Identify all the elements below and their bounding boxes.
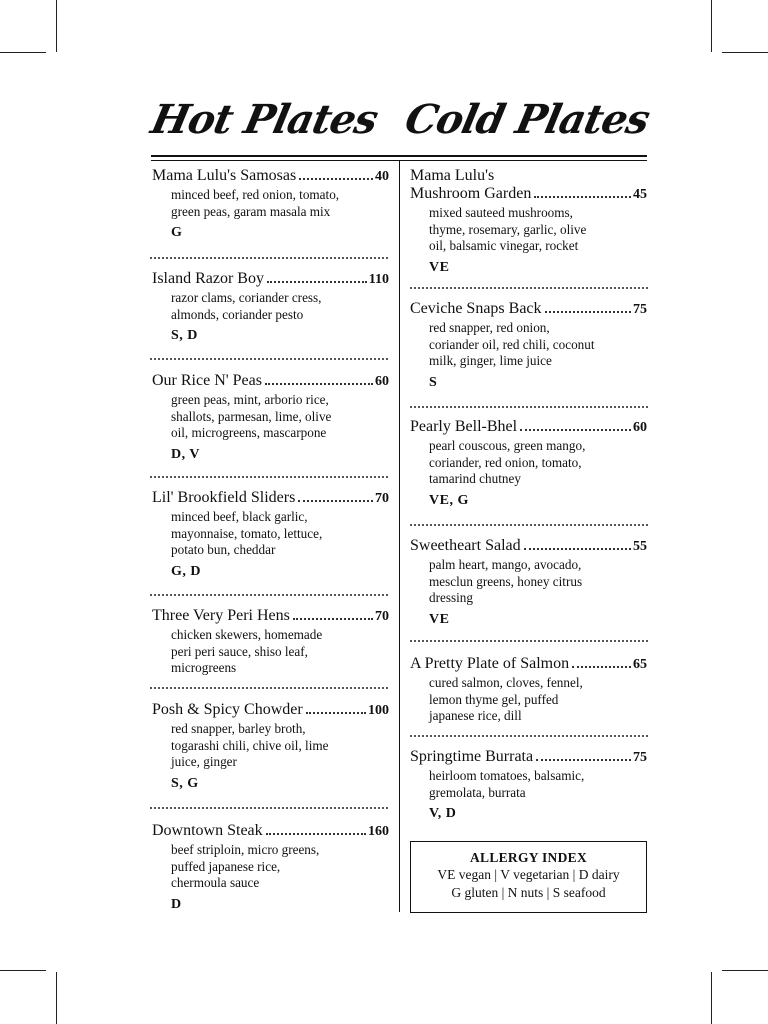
menu-item-price: 65 [633, 657, 647, 672]
description-line: red snapper, barley broth, [171, 721, 306, 736]
hot-plates-title: Hot Plates [147, 96, 382, 143]
dot-leader [266, 833, 366, 835]
menu-item [410, 418, 647, 509]
dotted-separator [150, 476, 388, 478]
menu-item-description [171, 509, 389, 559]
dotted-separator [150, 807, 388, 809]
menu-item-price: 110 [368, 272, 389, 287]
description-line: chicken skewers, homemade [171, 627, 323, 642]
menu-item-name: Ceviche Snaps Back [410, 300, 542, 317]
description-line: milk, ginger, lime juice [429, 353, 552, 368]
description-line: beef striploin, micro greens, [171, 842, 320, 857]
menu-item-name-line [152, 489, 389, 508]
description-line: microgreens [171, 660, 237, 675]
menu-item-name: A Pretty Plate of Salmon [410, 655, 570, 672]
menu-item [410, 748, 647, 822]
menu-item-name: Lil' Brookfield Sliders [152, 489, 296, 506]
crop-mark [722, 970, 768, 971]
menu-item-description [171, 290, 389, 323]
cold-plates-title: Cold Plates [401, 96, 654, 143]
dotted-separator [150, 687, 388, 689]
menu-item-name: Posh & Spicy Chowder [152, 701, 303, 718]
allergy-index-box [410, 841, 647, 913]
menu-item-description [429, 557, 647, 607]
menu-item [410, 300, 647, 391]
menu-item [152, 167, 389, 241]
description-line: juice, ginger [171, 754, 237, 769]
crop-mark [56, 972, 57, 1024]
description-line: mayonnaise, tomato, lettuce, [171, 525, 323, 541]
description-line: thyme, rosemary, garlic, olive [429, 221, 587, 237]
menu-item-description [171, 721, 389, 771]
description-line: gremolata, burrata [429, 784, 526, 800]
allergen-tags: D, V [171, 446, 200, 462]
dot-leader [267, 281, 367, 283]
description-line: green peas, garam masala mix [171, 203, 331, 219]
menu-item-name-line [410, 418, 647, 437]
menu-item-description [171, 842, 389, 892]
description-line: minced beef, red onion, tomato, [171, 187, 340, 202]
description-line: shallots, parmesan, lime, olive [171, 408, 332, 424]
dotted-separator [150, 257, 388, 259]
dotted-separator [150, 358, 388, 360]
allergen-tags: S, G [171, 775, 199, 791]
menu-item-name-line [410, 185, 647, 204]
crop-mark [722, 52, 768, 53]
crop-mark [56, 0, 57, 52]
menu-item-price: 160 [368, 824, 389, 839]
dotted-separator [410, 640, 648, 642]
menu-item-price: 40 [375, 169, 389, 184]
dot-leader [299, 178, 373, 180]
dot-leader [265, 383, 373, 385]
allergen-tags: VE [429, 611, 450, 627]
menu-item-name-line [152, 270, 389, 289]
menu-item-price: 60 [375, 374, 389, 389]
description-line: coriander, red onion, tomato, [429, 454, 582, 470]
dotted-separator [410, 735, 648, 737]
menu-item-description [429, 675, 647, 725]
allergy-index-heading: ALLERGY INDEX [469, 850, 588, 865]
menu-item-description [171, 392, 389, 442]
menu-item [152, 489, 389, 580]
dot-leader [298, 500, 373, 502]
description-line: chermoula sauce [171, 875, 260, 890]
description-line: puffed japanese rice, [171, 858, 281, 874]
menu-item-name: Three Very Peri Hens [152, 607, 290, 624]
menu-item-name: Mushroom Garden [410, 185, 532, 202]
description-line: togarashi chili, chive oil, lime [171, 737, 329, 753]
menu-item-name-line [152, 607, 389, 626]
dot-leader [545, 311, 631, 313]
description-line: cured salmon, cloves, fennel, [429, 675, 583, 690]
crop-mark [0, 52, 46, 53]
menu-header [147, 96, 654, 154]
menu-item-name-line [410, 655, 647, 674]
menu-item-name: Springtime Burrata [410, 748, 534, 765]
dot-leader [520, 429, 631, 431]
menu-item-description [429, 320, 647, 370]
dot-leader [293, 618, 373, 620]
menu-item-description [171, 187, 389, 220]
description-line: minced beef, black garlic, [171, 509, 308, 524]
description-line: oil, balsamic vinegar, rocket [429, 238, 579, 253]
menu-item-name: Mama Lulu's Samosas [152, 167, 297, 184]
menu-item-description [429, 438, 647, 488]
description-line: dressing [429, 590, 473, 605]
menu-item-name: Island Razor Boy [152, 270, 264, 287]
menu-item-name-line [152, 372, 389, 391]
menu-item-name-line [152, 822, 389, 841]
allergen-tags: VE, G [429, 492, 469, 508]
menu-item-price: 70 [375, 609, 389, 624]
description-line: palm heart, mango, avocado, [429, 557, 582, 572]
description-line: lemon thyme gel, puffed [429, 691, 559, 707]
description-line: coriander oil, red chili, coconut [429, 336, 595, 352]
description-line: green peas, mint, arborio rice, [171, 392, 329, 407]
menu-item-price: 55 [633, 539, 647, 554]
menu-item-name-prefix-text: Mama Lulu's [410, 167, 495, 184]
description-line: almonds, coriander pesto [171, 306, 304, 322]
menu-item-name: Our Rice N' Peas [152, 372, 262, 389]
menu-item-description [171, 627, 389, 677]
menu-item [152, 607, 389, 677]
crop-mark [711, 972, 712, 1024]
menu-item-name-line [152, 701, 389, 720]
menu-item-price: 75 [633, 302, 647, 317]
dot-leader [524, 548, 631, 550]
menu-item-name-prefix [410, 167, 647, 185]
crop-mark [0, 970, 46, 971]
menu-item-price: 70 [375, 491, 389, 506]
menu-item [410, 537, 647, 628]
description-line: oil, microgreens, mascarpone [171, 425, 327, 440]
header-rule [151, 155, 647, 157]
dot-leader [572, 666, 631, 668]
dotted-separator [410, 287, 648, 289]
description-line: peri peri sauce, shiso leaf, [171, 643, 308, 659]
menu-item-name-line [410, 748, 647, 767]
description-line: red snapper, red onion, [429, 320, 550, 335]
allergy-index-line: G gluten | N nuts | S seafood [451, 885, 606, 900]
menu-item-price: 60 [633, 420, 647, 435]
allergen-tags: S, D [171, 328, 198, 343]
description-line: japanese rice, dill [429, 708, 522, 723]
menu-item [410, 167, 647, 276]
menu-item [152, 701, 389, 792]
dotted-separator [150, 594, 388, 596]
allergy-index-line: VE vegan | V vegetarian | D dairy [437, 867, 620, 882]
allergen-tags: G, D [171, 563, 201, 579]
description-line: potato bun, cheddar [171, 542, 276, 557]
dot-leader [534, 196, 631, 198]
menu-item-price: 45 [633, 187, 647, 202]
allergen-tags: D [171, 896, 182, 912]
description-line: tamarind chutney [429, 471, 521, 486]
column-divider [399, 160, 400, 912]
crop-mark [711, 0, 712, 52]
menu-item [152, 822, 389, 913]
description-line: razor clams, coriander cress, [171, 290, 322, 305]
dot-leader [536, 759, 631, 761]
menu-item [410, 655, 647, 725]
allergen-tags: G [171, 225, 183, 240]
menu-item-name: Sweetheart Salad [410, 537, 521, 554]
allergen-tags: V, D [429, 806, 457, 821]
allergen-tags: S [429, 374, 438, 390]
description-line: pearl couscous, green mango, [429, 438, 586, 453]
menu-item-price: 100 [368, 703, 389, 718]
menu-item-description [429, 768, 647, 801]
menu-item-price: 75 [633, 750, 647, 765]
menu-item-name: Downtown Steak [152, 822, 263, 839]
description-line: mixed sauteed mushrooms, [429, 205, 573, 220]
description-line: mesclun greens, honey citrus [429, 573, 583, 589]
menu-item-name-line [410, 300, 647, 319]
menu-item-name-line [152, 167, 389, 186]
allergen-tags: VE [429, 259, 450, 275]
dotted-separator [410, 524, 648, 526]
menu-item [152, 270, 389, 344]
menu-item-name: Pearly Bell-Bhel [410, 418, 518, 435]
menu-item-name-line [410, 537, 647, 556]
menu-item-description [429, 205, 647, 255]
description-line: heirloom tomatoes, balsamic, [429, 768, 585, 783]
dot-leader [306, 712, 366, 714]
dotted-separator [410, 406, 648, 408]
menu-item [152, 372, 389, 463]
